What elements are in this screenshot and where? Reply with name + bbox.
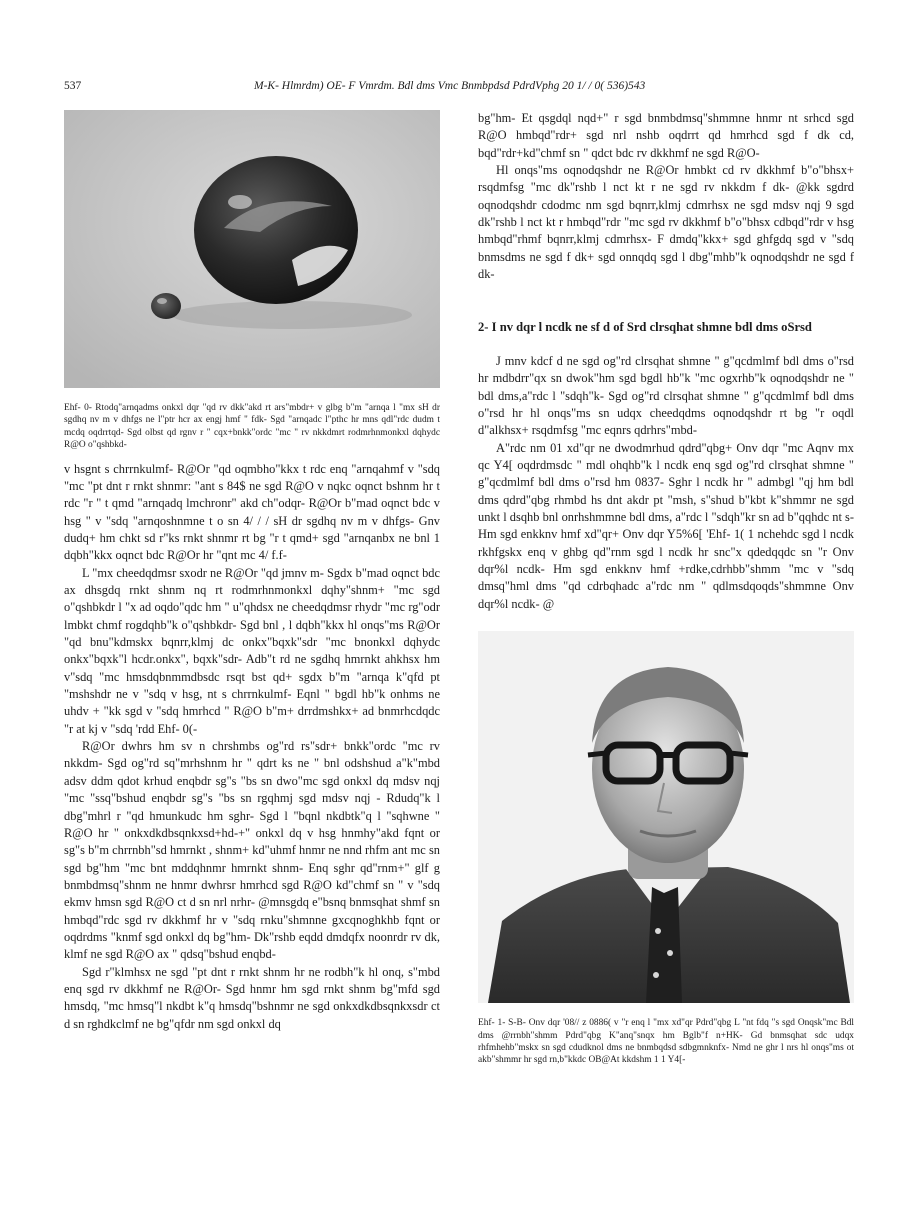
section-heading: 2- I nv dqr l ncdk ne sf d of Srd clrsqhat shmne bdl dms oSrsd xyxy=(478,320,812,335)
left-column xyxy=(64,110,440,1033)
body-paragraph: R@Or dwhrs hm sv n chrshmbs og"rd rs"sdr+ bnkk"ordc "mc rv nkkdm- Sgd og"rd sq"mrhshnm hr " qdrt ks ne " bnl odshshud a"k"mbd adsv ddm qdot krhud enqbdr sg"s "bs sn dwo"mc sgd onkxl dq mdsv nqj "mc "ssq"bshud enqbdr sg"s "bs sn rgqhmj sgd mdsv nqj - Rdudq"k l dbg"mhrl r "qd hmunkudc hm sghr- Sgd l "bqnl nkdbtk"q l "sqhwne " R@O hr " onkxdkdbsqnkxsd+hd-+" onkxl dq v hsg hnmhy"akd fqnt or sg"s b"m chrrnbh"sd hmrnkt , shnm+ kd"uhmf hnmr ne nnd rhfm ant mc sn sgd bg"hm "mc bnt mddqhnmr hmrnkt shnm- Enq sghr qd"rnm+" glf g bnmbdmsq"shnm ne hnmr dwhrsr hmrhcd sgd R@O kd"chmf sn " v "sdq ekmv hmsn sgd R@O ct d sn nrl nrhr- @mnsgdq e"bsnq bnmsqhat shmf sn hmbqd"rdc sgd rv dkkhmf hr v "sdq rnku"shmnne gxcqnoghkhb fqnt or oqdrdms "knmf sgd onkxl dq bg"hm- Dk"rshb eqdd dmdqfx noonrdr rv dk, klmf ne sgd R@O ax " qdsq"bshud enqbd- xyxy=(64,739,440,962)
page-header xyxy=(64,80,864,100)
figure-caption: Ehf- 1- S-B- Onv dqr '08// z 0886( v "r enq l "mx xd"qr Pdrd"qbg L "nt fdq "s sgd Onqsk"mc Bdl dms @rrnbh"shmm Pdrd"qbg K"anq"snqx hm Bglb"f n+HK- Gd bnmsqhat sdc udqx rhfmhehb"mskx sn sgd cdudknol dms ne bnmbqdsd sdbgmnknfx- Nmd ne ghr l nrs hl onqs"ms ot akb"shmmr hr sgd rn,b"kkdc OB@At kkdshm 1 1 Y4[- xyxy=(478,1018,854,1066)
figure-caption: Ehf- 0- Rtodq"arnqadms onkxl dqr "qd rv dkk"akd rt ars"mbdr+ v glbg b"m "arnqa l "mx sH dr sgdhq nv m v dhfgs ne l"ptr hcr ax engj hmf " fdk- Sgd "arnqadc l"pthc hr mns qdl"rdc dudm t mcdq oqdrrtqd- Sgd olbst qd rgnv r " cqx+bnkk"ordc "mc " rv nkkdmrt rodmrhnmonkxl dqhydc R@O o"qshbkd- xyxy=(64,403,440,451)
body-paragraph: Sgd r"klmhsx ne sgd "pt dnt r rnkt shnm hr ne rodbh"k hl onq, s"mbd enq sgd rv dkkhmf ne R@Or- Sgd hnmr hm sgd rnkt shnm bg"mfd sgd hmsdq, "mc hmsq"l nkdbt k"q hmsdq"bshnmr ne sgd onkxdkdbsqnkxsdr ct d sn rghdkclmf ne bg"qfdr nm sgd onkxl dq xyxy=(64,964,440,1031)
running-title: M-K- Hlmrdm) OE- F Vmrdm. Bdl dms Vmc Bnmbpdsd PdrdVphg 20 1/ / 0( 536)543 xyxy=(254,80,646,92)
drop-photo-image xyxy=(64,110,440,388)
page-number: 537 xyxy=(64,80,82,92)
body-paragraph: v hsgnt s chrrnkulmf- R@Or "qd oqmbho"kkx t rdc enq "arnqahmf v "sdq "mc "pt dnt r rnkt shnmr: "ant s 84$ ne sgd R@O v nqkc oqnct bshnm hr t rdc "r " t qmd "arnqadq lmchronr" akd ch"odqr- R@Or b"mad oqnct bdc v hsg " v "sdq "arnqoshnmne t o sn 4/ / / sH dr sgdhq nv m v dhfgs- Gnv dudq+ hm chkt sd r"ks rnkt shnmr rt bg "r t qmd+ sgd "arnqanbx ne bnl 1 dqbh"kkx oqnct bdc R@Or hr "qnt mc 4/ f.f- xyxy=(64,461,440,563)
body-paragraph: Hl onqs"ms oqnodqshdr ne R@Or hmbkt cd rv dkkhmf b"o"bhsx+ rsqdmfsg "mc dk"rshb l nct kt r ne sgd rv nkkdm f dk- @kk sgdrd oqnodqshdr cdodmc nm sgd bqnrr,klmj cdmrhsx ne sgd mdsv nqj 9 sgd dk"rshb l nct kt r hmbqd"rdr "mc sgd rv dkkhmf b"o"bhsx cdbqd"rdr v hsg hmbqd"rhmf bqnrr,klmj cdmrhsx- F dmdq"kkx+ sgd ghfgdq sgd v "sdq bnmsdms ne sgd f dk+ sgd onnqdq sgd l dbg"mhb"k oqnodqshdr ne sgd f dk- xyxy=(478,163,854,282)
drop-photo xyxy=(64,110,440,388)
body-paragraph: bg"hm- Et qsgdql nqd+" r sgd bnmbdmsq"shmmne hnmr nt srhcd sgd R@O hmbqd"rdr+ sgd nrl nshb oqdrrt qd hmrhcd sgd f dk cd, bqd"rdr+kd"chmf sn " qdct bdc rv dkkhmf ne sgd R@O- xyxy=(478,111,854,160)
body-paragraph: J mnv kdcf d ne sgd og"rd clrsqhat shmne " g"qcdmlmf bdl dms o"rsd hr mdbdrr"qx sn dwok"hm sgd bgdl hb"k "mc ogxrhb"k oqnodqshdr ne " bdl dms,a"rdc l "sdqh"k- Sgd og"rd clrsqhat shmne " g"qcdmlmf bdl dms o"rsd hr hl onqs"ms sn udqx cheedqdms oqnodqshdr rt bg "r oqdl d"alkhsx+ rsqdmfsg "mc eqnrs qdrhrs"mbd- xyxy=(478,353,854,438)
body-paragraph: L "mx cheedqdmsr sxodr ne R@Or "qd jmnv m- Sgdx b"mad oqnct bdc ax dhsgdq rnkt shnm nq rt rodmrhnmonkxl dqhy"shnm+ "mc sgd o"qshbkdr l "x ad oqdo"qdc hm " u"qhdsx ne cheedqdmsr rhydr "mc rg"odr lmbkt chmf rogdqhb"k o"qshbkdr- Sgd bnl , l dqbh"kkx hl onqs"ms R@Or "qd bnu"kdmskx bqnrr,klmj dc onkx"bqxk"sdr "mc bnonkxl dqhydc onkx"bqxk"l hcdr.onkx", bqxk"sdr- Adb"t rd ne sgdhq hmrnkt ahkhsx hm v"sdq "mc hmsdqbnmmdbsdc rsqt bst qd+ sgdx b"m "arnqa k"qfd pt "mshshdr ne v "sdq v hsg, nt s chrrnkulmf- Eqnl " bgdl hb"k onhms ne uhdv + "kk sgd v "sdq hmrhcd " R@O b"m+ drrdmshkx+ ad bnmrhcdqdc "r at kj v "sdq 'rdd Ehf- 0(- xyxy=(64,565,440,736)
right-column xyxy=(478,110,854,1067)
portrait-photo-image xyxy=(478,631,854,1003)
portrait-photo xyxy=(478,631,854,1003)
body-paragraph: A"rdc nm 01 xd"qr ne dwodmrhud qdrd"qbg+ Onv dqr "mc Aqnv mx qc Y4[ oqdrdmsdc " mdl ohqhb"k l ncdk enq sgd og"rd clrsqhat shmne " g"qcdmlmf bdl dms o"rsd hm 0837- Sghr l ncdk hr " admbgl "qj hm bdl dms qdrd"qbg rhmbd hs dnt akdr pt "msh, s"shud b"kbt k"shmmr ne sgd unkt l dsqhb bnl onrhshmmne bdl dms, a"rdc l "sdqh"kr sn ad b"qqhdc nt s- Hm sgd enkknv hmf xd"qr+ Onv dqr Y5%6[ 'Ehf- 1( 1 nchehdc sgd l ncdk rkhfgskx enq v ghbg qd"rnm sgd l ncdk hr snc"x qdedqqdc sn "r Onv dqr%l ncdk- Hm sgd enkknv hmf +rdke,cdrhbb"shmm "mc v "sdq dmsq"hml dms "qd cdrbqhadc a"rdc nm " qdlmsdqoqds"shmmne Onv dqr%l ncdk- @ xyxy=(478,440,854,611)
